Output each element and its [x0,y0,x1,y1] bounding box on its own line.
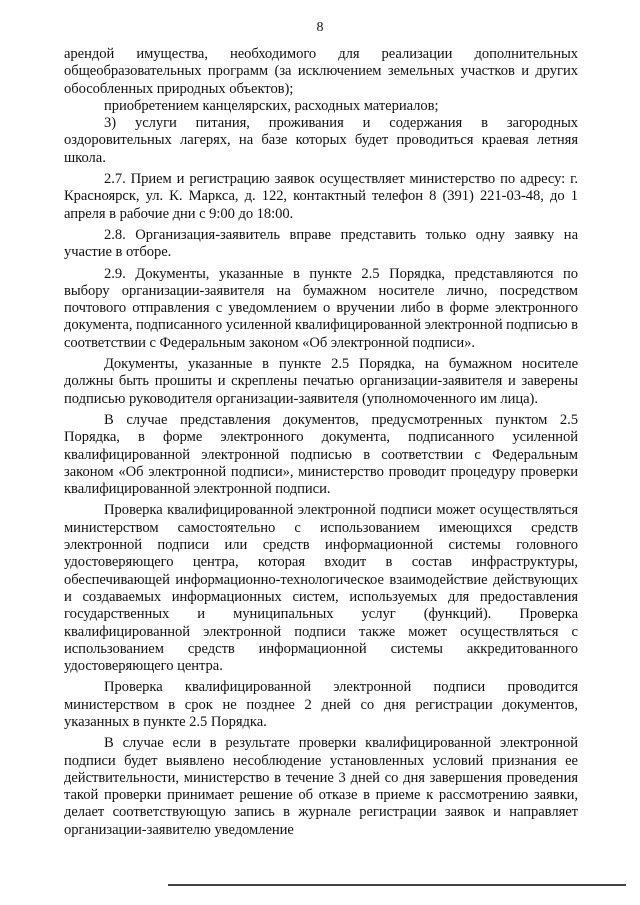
paragraph-signature-invalid: В случае если в результате проверки квалифицированной электронной подписи будет выявлено несоблюдение установленных условий признания ее действительности, министерство в течение 3 дней со дня завершения проведения такой проверки принимает решение об отказе в приеме к рассмотрению заявки, делает соответствующую запись в журнале регистрации заявок и направляет организации-заявителю уведомление [64,735,578,838]
paragraph-2-9: 2.9. Документы, указанные в пункте 2.5 Порядка, представляются по выбору организации-заявителя на бумажном носителе лично, посредством почтового отправления с уведомлением о вручении либо в форме электронного документа, подписанного усиленной квалифицированной электронной подписью в соответствии с Федеральным законом «Об электронной подписи». [64,265,578,351]
paragraph-stationery: приобретением канцелярских, расходных материалов; [104,97,439,114]
page-number: 8 [316,20,324,35]
paragraph-signature-check-deadline: Проверка квалифицированной электронной подписи проводится министерством в срок не позднее 2 дней со дня регистрации документов, указанных в пункте 2.5 Порядка. [64,679,578,730]
paragraph-paper-documents: Документы, указанные в пункте 2.5 Порядка, на бумажном носителе должны быть прошиты и скреплены печатью организации-заявителя и заверены подписью руководителя организации-заявителя (уполномоченного им лица). [64,356,578,407]
paragraph-item-3-services: 3) услуги питания, проживания и содержания в загородных оздоровительных лагерях, на базе которых будет проводиться краевая летняя школа. [64,115,578,166]
document-body [64,46,578,839]
paragraph-2-8: 2.8. Организация-заявитель вправе представить только одну заявку на участие в отборе. [64,226,578,261]
paragraph-continuation-rental: арендой имущества, необходимого для реализации дополнительных общеобразовательных программ (за исключением земельных участков и других обособленных природных объектов); [64,46,578,97]
paragraph-2-7: 2.7. Прием и регистрацию заявок осуществляет министерство по адресу: г. Красноярск, ул. К. Маркса, д. 122, контактный телефон 8 (391) 221-03-48, до 1 апреля в рабочие дни с 9:00 до 18:00. [64,171,578,222]
bottom-divider-line [168,884,626,886]
paragraph-signature-check-method: Проверка квалифицированной электронной подписи может осуществляться министерством самостоятельно с использованием имеющихся средств электронной подписи или средств информационной системы головного удостоверяющего центра, которая входит в состав инфраструктуры, обеспечивающей информационно-технологическое взаимодействие действующих и создаваемых информационных систем, используемых для предоставления государственных и муниципальных услуг (функций). Проверка квалифицированной электронной подписи также может осуществляться с использованием средств информационной системы аккредитованного удостоверяющего центра. [64,502,578,675]
paragraph-electronic-documents: В случае представления документов, предусмотренных пунктом 2.5 Порядка, в форме электронного документа, подписанного усиленной квалифицированной электронной подписью в соответствии с Федеральным законом «Об электронной подписи», министерство проводит процедуру проверки квалифицированной электронной подписи. [64,411,578,498]
